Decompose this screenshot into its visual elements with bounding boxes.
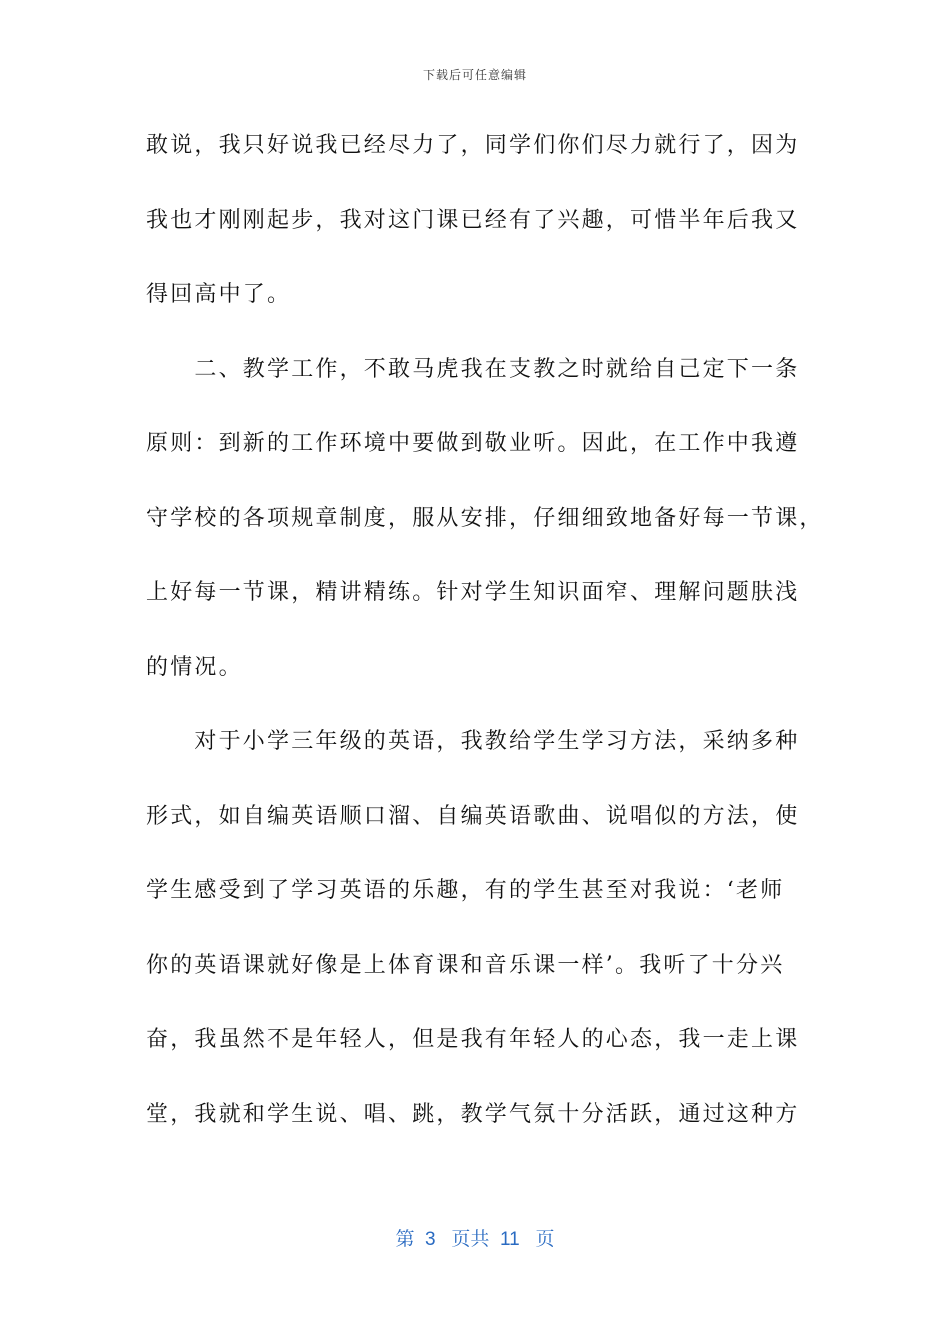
text-line: 你的英语课就好像是上体育课和音乐课一样’。我听了十分兴 bbox=[146, 952, 785, 978]
text-line: 堂，我就和学生说、唱、跳，教学气氛十分活跃，通过这种方 bbox=[146, 1101, 800, 1127]
text-line: 对于小学三年级的英语，我教给学生学习方法，采纳多种 bbox=[146, 729, 800, 754]
text-line: 奋，我虽然不是年轻人，但是我有年轻人的心态，我一走上课 bbox=[146, 1027, 800, 1052]
text-line: 敢说，我只好说我已经尽力了，同学们你们尽力就行了，因为 bbox=[146, 133, 800, 158]
text-line: 我也才刚刚起步，我对这门课已经有了兴趣，可惜半年后我又 bbox=[146, 207, 800, 233]
text-line: 原则：到新的工作环境中要做到敬业听。因此，在工作中我遵 bbox=[146, 431, 800, 456]
page-number-footer: 第 3 页共 11 页 bbox=[395, 1229, 555, 1250]
header-note: 下载后可任意编辑 bbox=[422, 68, 527, 82]
text-line: 形式，如自编英语顺口溜、自编英语歌曲、说唱似的方法，使 bbox=[146, 803, 800, 829]
text-line: 二、教学工作，不敢马虎我在支教之时就给自己定下一条 bbox=[146, 356, 800, 382]
text-line: 上好每一节课，精讲精练。针对学生知识面窄、理解问题肤浅 bbox=[146, 580, 800, 605]
text-line: 学生感受到了学习英语的乐趣，有的学生甚至对我说：‘老师 bbox=[146, 878, 785, 903]
document-body bbox=[146, 120, 824, 1163]
text-line: 的情况。 bbox=[146, 654, 243, 680]
text-line: 得回高中了。 bbox=[146, 282, 292, 307]
text-line: 守学校的各项规章制度，服从安排，仔细细致地备好每一节课， bbox=[146, 505, 824, 531]
